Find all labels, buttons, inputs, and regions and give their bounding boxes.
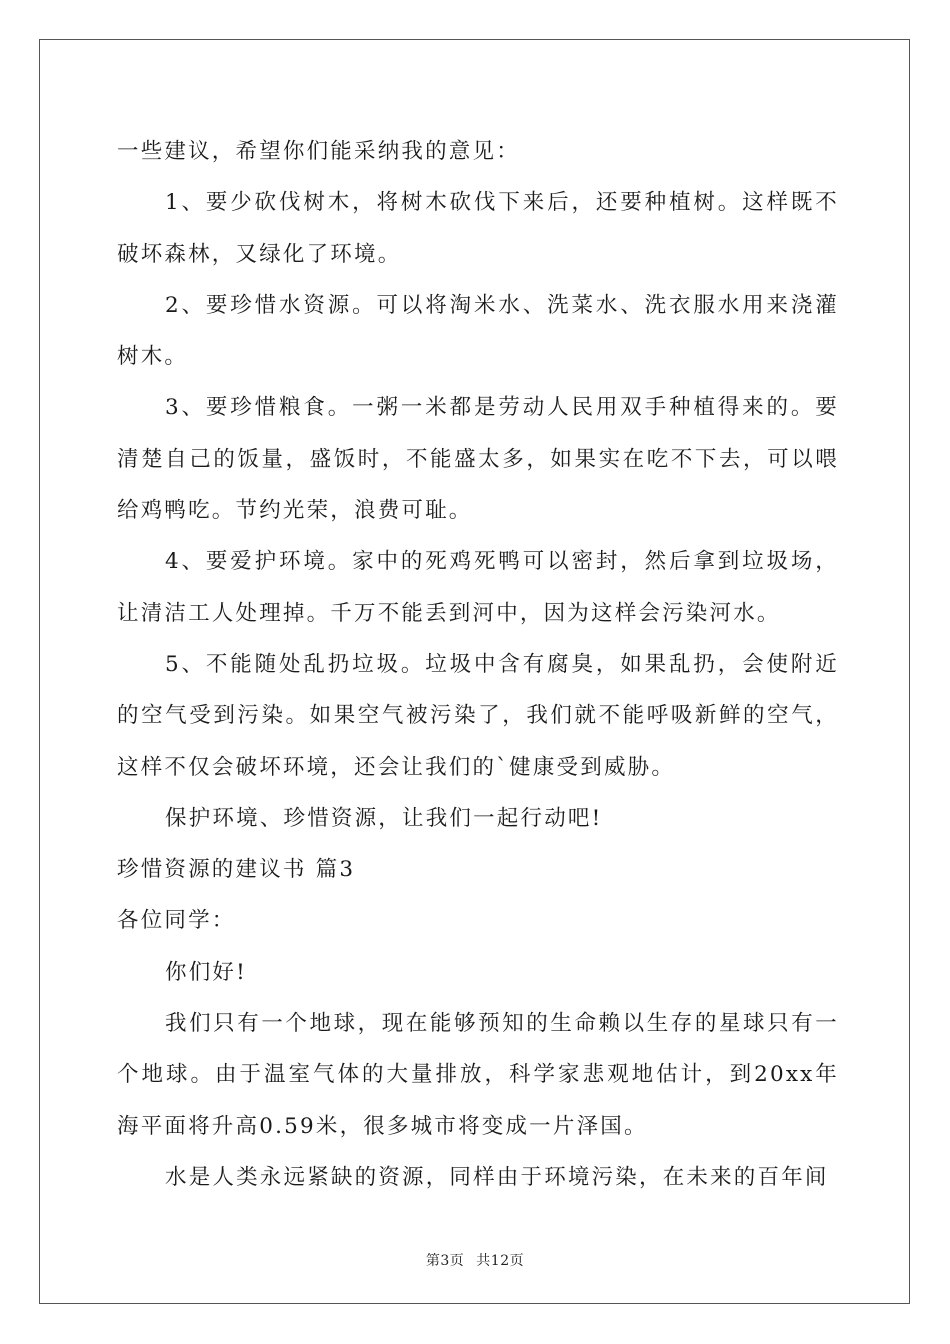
paragraph-greeting: 你们好!: [165, 959, 247, 985]
paragraph-closing: 保护环境、珍惜资源，让我们一起行动吧!: [165, 805, 603, 831]
page-footer: [0, 1250, 950, 1270]
section-heading: 珍惜资源的建议书 篇3: [117, 857, 356, 883]
paragraph-intro: 一些建议，希望你们能采纳我的意见：: [117, 139, 520, 164]
paragraph-salutation: 各位同学：: [117, 908, 236, 934]
paragraph-earth: 我们只有一个地球，现在能够预知的生命赖以生存的星球只有一个地球。由于温室气体的大量排放，科学家悲观地估计，到20xx年海平面将升高0.59米，很多城市将变成一片泽国。: [117, 1011, 839, 1139]
page-number: 第3页: [425, 1253, 465, 1269]
paragraph-suggestion-2: 2、要珍惜水资源。可以将淘米水、洗菜水、洗衣服水用来浇灌树木。: [117, 292, 839, 370]
paragraph-suggestion-5: 5、不能随处乱扔垃圾。垃圾中含有腐臭，如果乱扔，会使附近的空气受到污染。如果空气被污染了，我们就不能呼吸新鲜的空气，这样不仅会破坏环境，还会让我们的`健康受到威胁。: [117, 651, 839, 780]
paragraph-suggestion-1: 1、要少砍伐树木，将树木砍伐下来后，还要种植树。这样既不破坏森林，又绿化了环境。: [117, 190, 839, 267]
paragraph-suggestion-4: 4、要爱护环境。家中的死鸡死鸭可以密封，然后拿到垃圾场，让清洁工人处理掉。千万不能丢到河中，因为这样会污染河水。: [117, 549, 839, 626]
document-body: [117, 126, 839, 1203]
paragraph-suggestion-3: 3、要珍惜粮食。一粥一米都是劳动人民用双手种植得来的。要清楚自己的饭量，盛饭时，不能盛太多，如果实在吃不下去，可以喂给鸡鸭吃。节约光荣，浪费可耻。: [117, 395, 839, 524]
paragraph-water: 水是人类永远紧缺的资源，同样由于环境污染，在未来的百年间: [165, 1164, 829, 1190]
page-total: 共12页: [476, 1253, 525, 1269]
